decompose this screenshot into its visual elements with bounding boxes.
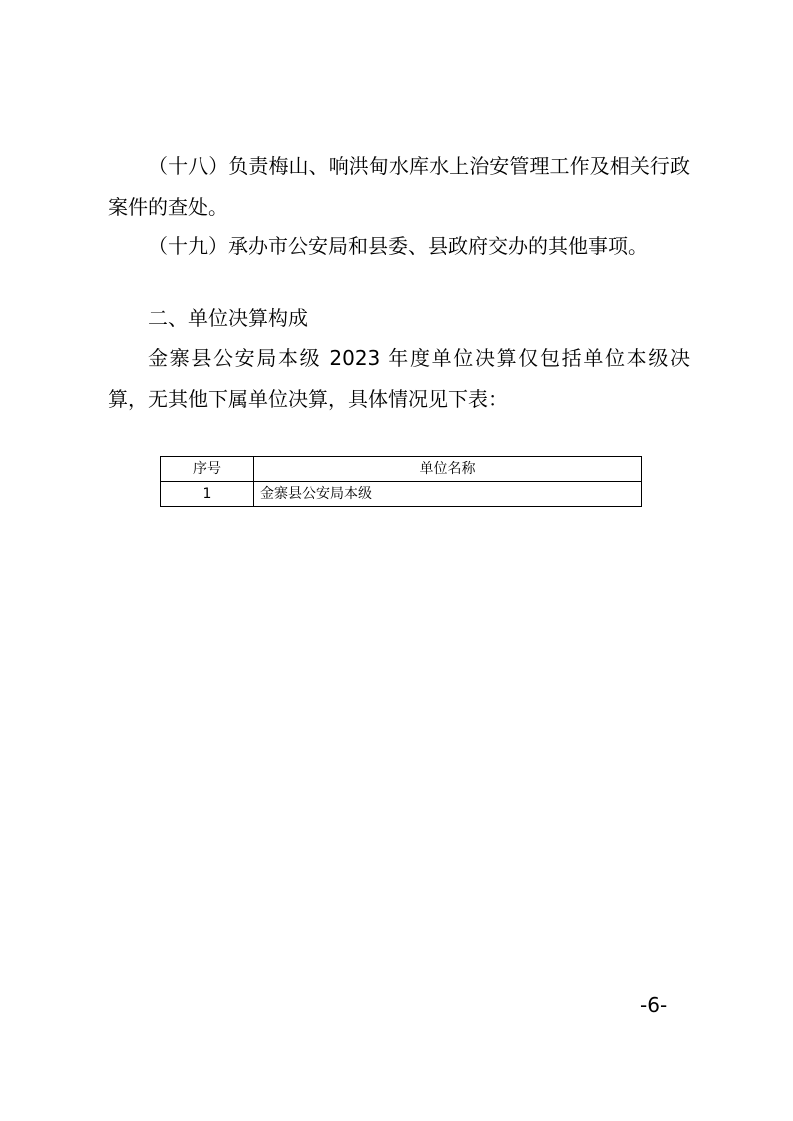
paragraph-item-18: （十八）负责梅山、响洪甸水库水上治安管理工作及相关行政案件的查处。 <box>108 154 690 219</box>
section-heading-unit-composition: 二、单位决算构成 <box>148 306 308 330</box>
page-number: -6- <box>640 993 668 1017</box>
header-unit-name: 单位名称 <box>254 457 642 482</box>
header-seq: 序号 <box>161 457 254 482</box>
table-header-row <box>161 457 642 482</box>
unit-table <box>160 456 642 507</box>
paragraph-unit-composition: 金寨县公安局本级 2023 年度单位决算仅包括单位本级决算，无其他下属单位决算，具体情况见下表： <box>108 346 690 411</box>
cell-seq: 1 <box>161 482 254 507</box>
paragraph-item-19: （十九）承办市公安局和县委、县政府交办的其他事项。 <box>148 234 648 258</box>
cell-unit-name: 金寨县公安局本级 <box>254 482 642 507</box>
table-row <box>161 482 642 507</box>
